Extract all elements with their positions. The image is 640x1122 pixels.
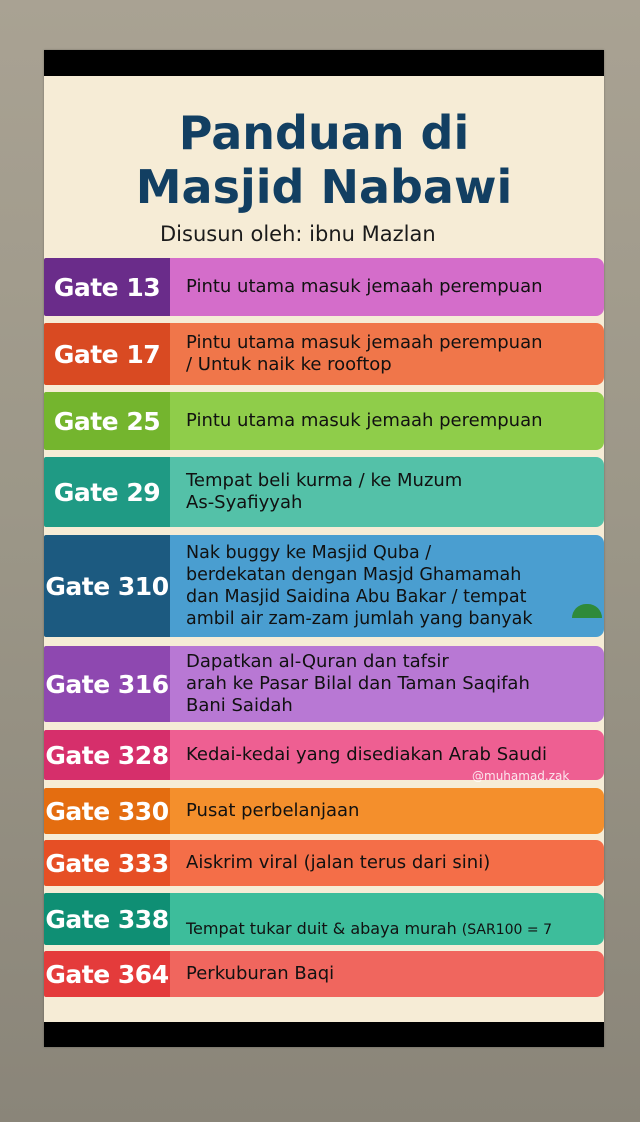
gate-description: Kedai-kedai yang disediakan Arab Saudi — [170, 730, 604, 780]
top-black-bar — [44, 50, 604, 76]
gate-label: Gate 333 — [44, 840, 170, 886]
gate-row-338 — [44, 893, 604, 945]
gate-description: Pintu utama masuk jemaah perempuan — [170, 258, 604, 316]
title-line-1: Panduan di — [178, 106, 470, 160]
gate-row-316 — [44, 646, 604, 722]
gate-label: Gate 29 — [44, 457, 170, 527]
gate-row-330 — [44, 788, 604, 834]
gate-row-17 — [44, 323, 604, 385]
gate-description: Pusat perbelanjaan — [170, 788, 604, 834]
gate-description — [170, 893, 604, 945]
gate-label: Gate 338 — [44, 893, 170, 945]
gate-row-310 — [44, 535, 604, 637]
guide-card — [44, 50, 604, 1047]
gate-label: Gate 25 — [44, 392, 170, 450]
gate-description: Perkuburan Baqi — [170, 951, 604, 997]
author-subtitle: Disusun oleh: ibnu Mazlan — [160, 222, 436, 246]
gate-label: Gate 316 — [44, 646, 170, 722]
gate-description: Pintu utama masuk jemaah perempuan / Untuk naik ke rooftop — [170, 323, 604, 385]
gate-description: Tempat beli kurma / ke Muzum As-Syafiyyah — [170, 457, 604, 527]
gate-description: Pintu utama masuk jemaah perempuan — [170, 392, 604, 450]
gate-row-333 — [44, 840, 604, 886]
gate-label: Gate 328 — [44, 730, 170, 780]
gate-description: Dapatkan al-Quran dan tafsir arah ke Pasar Bilal dan Taman Saqifah Bani Saidah — [170, 646, 604, 722]
gate-description-small: (SAR100 = 7 — [461, 922, 552, 938]
gate-row-13 — [44, 258, 604, 316]
gate-row-364 — [44, 951, 604, 997]
title-line-2: Masjid Nabawi — [135, 160, 513, 214]
gate-description: Nak buggy ke Masjid Quba / berdekatan dengan Masjd Ghamamah dan Masjid Saidina Abu Bakar / tempat ambil air zam-zam jumlah yang banyak — [170, 535, 604, 637]
gate-label: Gate 13 — [44, 258, 170, 316]
page-title — [44, 106, 604, 214]
watermark-handle: @muhamad.zak — [472, 769, 570, 783]
gate-row-29 — [44, 457, 604, 527]
gate-label: Gate 310 — [44, 535, 170, 637]
gate-label: Gate 330 — [44, 788, 170, 834]
gate-description-main: Tempat tukar duit & abaya murah — [186, 919, 462, 938]
gate-label: Gate 17 — [44, 323, 170, 385]
bottom-black-bar — [44, 1022, 604, 1047]
gate-row-25 — [44, 392, 604, 450]
gate-description: Aiskrim viral (jalan terus dari sini) — [170, 840, 604, 886]
gate-label: Gate 364 — [44, 951, 170, 997]
